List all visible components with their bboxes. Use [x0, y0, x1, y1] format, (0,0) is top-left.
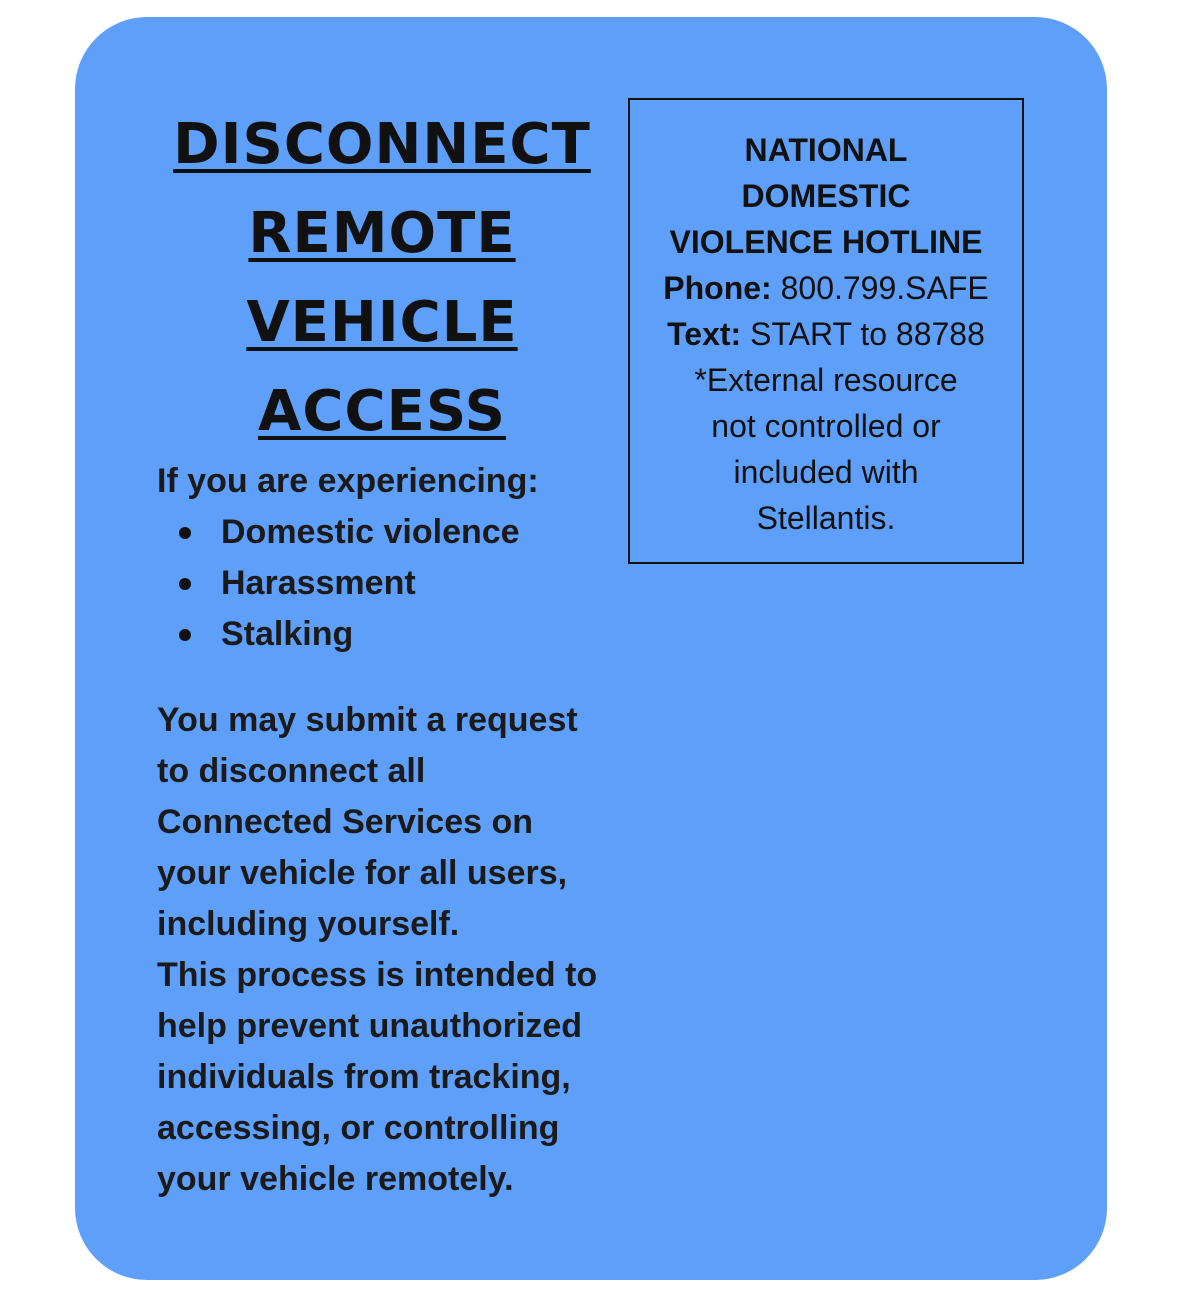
title-line: REMOTE	[248, 201, 516, 266]
paragraph-line: including yourself.	[157, 905, 460, 943]
disclaimer-line: included with	[733, 454, 919, 490]
paragraph-line: This process is intended to	[157, 956, 598, 994]
hotline-text	[630, 311, 1022, 357]
paragraph-line: Connected Services on	[157, 803, 534, 841]
phone-label: Phone:	[663, 270, 772, 306]
paragraph-line: accessing, or controlling	[157, 1109, 560, 1147]
disclaimer-line: not controlled or	[711, 408, 941, 444]
title-line: VEHICLE	[246, 290, 518, 355]
text-label: Text:	[667, 316, 742, 352]
intro-text: If you are experiencing:	[157, 462, 539, 500]
text-instruction: START to 88788	[741, 316, 985, 352]
left-column	[157, 100, 607, 1205]
paragraph-line: You may submit a request	[157, 701, 578, 739]
list-item-label: Stalking	[221, 615, 354, 653]
paragraph-line: help prevent unauthorized	[157, 1007, 583, 1045]
paragraph-line: to disconnect all	[157, 752, 426, 790]
list-item	[157, 609, 607, 660]
list-item-label: Domestic violence	[221, 513, 520, 551]
hotline-heading: NATIONAL	[744, 132, 908, 168]
list-item	[157, 558, 607, 609]
paragraph-line: your vehicle remotely.	[157, 1160, 514, 1198]
page-title	[157, 100, 607, 456]
bullet-icon	[179, 578, 191, 590]
title-line: DISCONNECT	[173, 112, 591, 177]
title-line: ACCESS	[258, 379, 506, 444]
phone-number: 800.799.SAFE	[771, 270, 989, 306]
list-item-label: Harassment	[221, 564, 416, 602]
request-paragraph	[157, 695, 607, 950]
paragraph-line: individuals from tracking,	[157, 1058, 571, 1096]
list-item	[157, 507, 607, 558]
purpose-paragraph	[157, 950, 607, 1205]
paragraph-line: your vehicle for all users,	[157, 854, 568, 892]
hotline-phone	[630, 265, 1022, 311]
disclaimer-line: *External resource	[694, 362, 958, 398]
disclaimer-line: Stellantis.	[756, 500, 896, 536]
hotline-heading: DOMESTIC	[741, 178, 911, 214]
bullet-icon	[179, 629, 191, 641]
hotline-heading: VIOLENCE HOTLINE	[669, 224, 983, 260]
bullet-icon	[179, 527, 191, 539]
hotline-box	[628, 98, 1024, 564]
issue-list	[157, 507, 607, 660]
